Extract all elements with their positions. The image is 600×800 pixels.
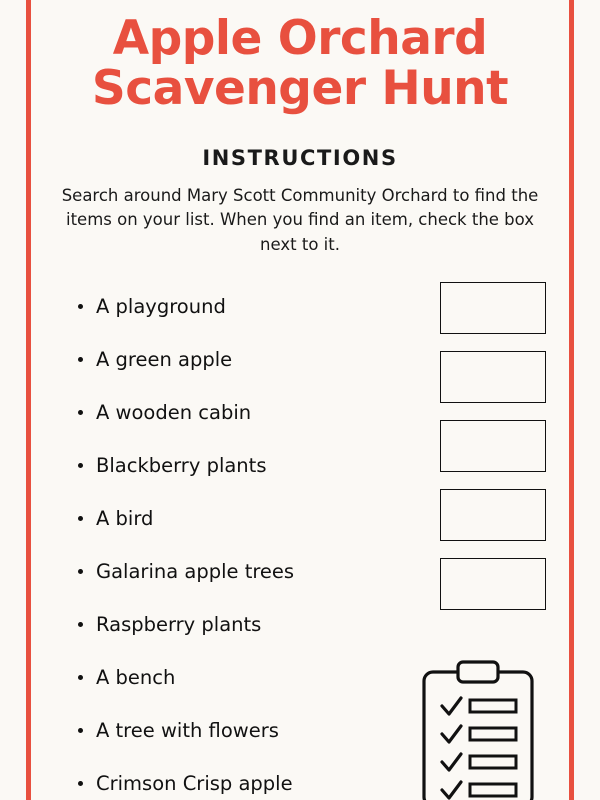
list-item[interactable]: A tree with flowers — [46, 704, 554, 757]
instructions-heading: INSTRUCTIONS — [202, 145, 398, 170]
list-item[interactable]: A green apple — [46, 333, 554, 386]
clipboard-checklist-icon — [420, 658, 536, 800]
list-item[interactable]: Raspberry plants — [46, 598, 554, 651]
list-item[interactable]: A wooden cabin — [46, 386, 554, 439]
list-item[interactable]: Blackberry plants — [46, 439, 554, 492]
title-line-2: Scavenger Hunt — [91, 60, 509, 116]
list-item[interactable]: Galarina apple trees — [46, 545, 554, 598]
list-item[interactable]: A bench — [46, 651, 554, 704]
page-title — [46, 0, 554, 114]
list-item[interactable]: Crimson Crisp apple — [46, 757, 554, 800]
list-item[interactable]: A bird — [46, 492, 554, 545]
instructions-body: Search around Mary Scott Community Orchard to find the items on your list. When you find an item, check the box next to it. — [61, 185, 539, 255]
checklist-area — [46, 280, 554, 800]
title-line-1: Apple Orchard — [112, 11, 488, 66]
list-item[interactable]: A playground — [46, 280, 554, 333]
